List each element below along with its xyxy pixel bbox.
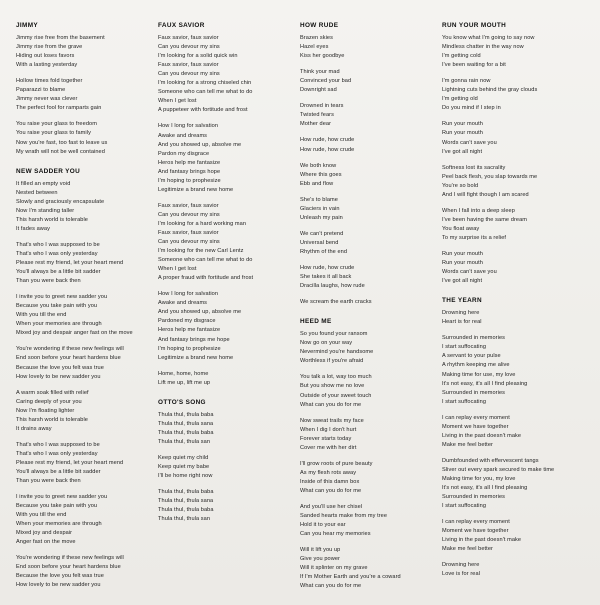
lyric-line: The perfect fool for ramparts gain [16, 105, 102, 112]
song-title: NEW SADDER YOU [16, 167, 81, 175]
lyric-line: Thula thul, thula san [158, 516, 211, 523]
lyric-line: End soon before your heart hardens blue [16, 564, 121, 571]
lyric-line: Lift me up, lift me up [158, 379, 211, 386]
lyric-line: Run your mouth [442, 130, 483, 137]
lyric-line: Glaciers in vain [300, 205, 340, 212]
lyric-line: With you till the end [16, 512, 67, 519]
lyric-line: Faux savior, faux savior [158, 202, 219, 209]
lyric-line: Can you hear my memories [300, 531, 371, 538]
lyric-line: I start suffocating [442, 503, 487, 510]
lyric-line: Faux savior, faux savior [158, 62, 219, 69]
stanza [442, 457, 574, 511]
stanza [300, 136, 432, 154]
lyric-line: It's not easy, it's all I find pleasing [442, 485, 528, 492]
lyric-line: It drains away [16, 425, 52, 432]
lyric-line: When your memories are through [16, 521, 102, 528]
lyric-line: Jimmy rise free from the basement [16, 35, 105, 42]
lyric-line: Love is for real [442, 571, 480, 578]
lyric-line: And you'll use her chisel [300, 503, 363, 510]
lyric-line: Living in the past doesn't make [442, 537, 522, 544]
stanza [158, 411, 290, 447]
lyric-line: What can you do for me [300, 583, 362, 590]
lyric-line: Living in the past doesn't make [442, 432, 522, 439]
stanza [442, 334, 574, 406]
song-run-your-mouth [442, 22, 574, 286]
lyric-line: How lovely to be new sadder you [16, 373, 101, 380]
lyric-line: I've been waiting for a bit [442, 62, 506, 69]
lyric-line: Run your mouth [442, 250, 483, 257]
lyric-line: A proper fraud with fortitude and frost [158, 275, 254, 282]
stanza [16, 389, 148, 434]
stanza [442, 561, 574, 579]
lyric-line: Heros help me fantasize [158, 327, 221, 334]
lyric-line: Legitimize a brand new home [158, 186, 234, 193]
song-title: FAUX SAVIOR [158, 22, 205, 29]
stanza [300, 373, 432, 409]
lyrics-column-1 [16, 22, 158, 595]
lyric-line: Than you were back then [16, 278, 81, 285]
lyric-line: I'm gonna rain now [442, 78, 491, 85]
lyric-line: If I'm Mother Earth and you're a coward [300, 574, 401, 581]
lyric-line: I can replay every moment [442, 414, 510, 421]
lyric-line: How I long for salvation [158, 123, 219, 130]
lyric-line: Sliver out every spark secured to make time [442, 466, 555, 473]
stanza [16, 120, 148, 156]
lyric-line: Rhythm of the end [300, 248, 348, 255]
lyric-line: Now you're fast, too fast to leave us [16, 139, 108, 146]
lyric-line: You float away [442, 225, 480, 232]
lyric-line: Please rest my friend, let your heart mend [16, 459, 124, 466]
lyric-line: Thula thul, thula baba [158, 489, 214, 496]
lyric-line: Drowning here [442, 310, 480, 317]
stanza [16, 493, 148, 547]
lyric-line: I'm hoping to prophesize [158, 177, 221, 184]
lyric-line: You're so bold [442, 182, 479, 189]
lyric-line: This harsh world is tolerable [16, 216, 88, 223]
lyric-line: Awake and dreams [158, 132, 208, 139]
lyric-line: I've been having the same dream [442, 216, 528, 223]
lyric-line: Downright sad [300, 87, 337, 94]
lyric-line: My wrath will not be well contained [16, 148, 105, 155]
lyric-line: Jimmy never was clever [16, 96, 78, 103]
stanza [16, 554, 148, 590]
lyric-line: Hold it to your ear [300, 522, 346, 529]
lyric-line: Because you take pain with you [16, 503, 98, 510]
lyric-line: Thula thul, thula baba [158, 429, 214, 436]
lyric-line: Lightning cuts behind the gray clouds [442, 87, 538, 94]
stanza [300, 264, 432, 291]
lyric-line: Dracilla laughs, how rude [300, 283, 365, 290]
lyric-line: Faux savior, faux savior [158, 35, 219, 42]
lyric-line: Keep quiet my babe [158, 464, 210, 471]
lyric-line: Surrounded in memories [442, 494, 506, 501]
stanza [300, 230, 432, 257]
lyric-line: Will it lift you up [300, 547, 341, 554]
lyric-line: You raise your glass to family [16, 130, 91, 137]
stanza [300, 68, 432, 95]
lyric-line: I start suffocating [442, 344, 487, 351]
lyric-line: A servant to your pulse [442, 353, 501, 360]
lyric-line: You're wondering if these new feelings will [16, 555, 124, 562]
lyric-line: Peel back flesh, you slap towards me [442, 173, 538, 180]
lyric-line: And I will fight though I am scared [442, 191, 529, 198]
lyrics-column-3 [300, 22, 442, 595]
lyric-line: And fantasy brings me hope [158, 336, 230, 343]
song-title: RUN YOUR MOUTH [442, 22, 507, 29]
lyric-line: Will it splinter on my grave [300, 565, 368, 572]
lyric-line: Words can't save you [442, 139, 497, 146]
song-how-rude [300, 22, 432, 307]
lyric-line: Someone who can tell me what to do [158, 257, 253, 264]
lyric-line: Kiss her goodbye [300, 53, 345, 60]
lyric-line: How lovely to be new sadder you [16, 582, 101, 589]
lyric-line: A rhythm keeping me alive [442, 362, 510, 369]
lyric-line: I start suffocating [442, 398, 487, 405]
lyric-line: End soon before your heart hardens blue [16, 355, 121, 362]
lyric-line: And you showed up, absolve me [158, 141, 242, 148]
stanza [442, 77, 574, 113]
lyric-line: That's who I was supposed to be [16, 441, 100, 448]
stanza [300, 102, 432, 129]
lyric-line: I'm looking for a strong chiseled chin [158, 80, 252, 87]
stanza [158, 454, 290, 481]
stanza [16, 345, 148, 381]
lyric-line: Someone who can tell me what to do [158, 89, 253, 96]
stanza [16, 77, 148, 113]
stanza [158, 202, 290, 283]
lyric-line: That's who I was supposed to be [16, 241, 100, 248]
lyric-line: I invite you to greet new sadder you [16, 494, 108, 501]
lyric-line: Making time for you, my love [442, 475, 516, 482]
stanza [300, 196, 432, 223]
stanza [442, 34, 574, 70]
lyric-line: She takes it all back [300, 274, 352, 281]
lyric-line: Keep quiet my child [158, 454, 209, 461]
lyric-line: You talk a lot, way too much [300, 374, 372, 381]
lyric-line: Mixed joy and despair [16, 530, 73, 537]
song-new-sadder-you [16, 168, 148, 591]
lyric-line: Slowly and graciously encapsulate [16, 198, 105, 205]
lyric-line: Please rest my friend, let your heart mend [16, 260, 124, 267]
lyric-line: She's to blame [300, 196, 338, 203]
lyric-line: Thula thul, thula sana [158, 498, 214, 505]
lyric-line: What can you do for me [300, 487, 362, 494]
lyric-line: Make me feel better [442, 546, 493, 553]
stanza [300, 546, 432, 591]
lyric-line: How rude, how crude [300, 137, 355, 144]
lyric-line: I'm getting cold [442, 53, 481, 60]
lyric-line: And fantasy brings hope [158, 168, 221, 175]
lyric-line: Thula thul, thula san [158, 438, 211, 445]
lyric-line: I've got all night [442, 148, 483, 155]
lyric-line: I'm getting old [442, 96, 478, 103]
lyric-line: I'll be home right now [158, 473, 213, 480]
lyric-line: Run your mouth [442, 121, 483, 128]
lyric-line: Mindless chatter in the way now [442, 44, 524, 51]
lyric-line: Where this goes [300, 171, 342, 178]
lyric-line: I invite you to greet new sadder you [16, 294, 108, 301]
lyric-line: Can you devour my sins [158, 239, 220, 246]
stanza [442, 164, 574, 200]
song-heed-me [300, 318, 432, 591]
stanza [158, 34, 290, 115]
lyric-line: I'm looking for a hard working man [158, 220, 247, 227]
lyric-line: Ebb and flow [300, 180, 334, 187]
lyric-line: Sanded hearts make from my tree [300, 513, 388, 520]
lyric-line: Paparazzi to blame [16, 87, 66, 94]
stanza [442, 250, 574, 286]
lyric-line: Convinced your bad [300, 78, 352, 85]
lyric-line: Inside of this damn box [300, 478, 360, 485]
lyric-line: Outside of your sweet touch [300, 392, 372, 399]
lyric-line: When I fall into a deep sleep [442, 207, 515, 214]
lyric-line: Words can't save you [442, 269, 497, 276]
song-title: HEED ME [300, 318, 332, 326]
lyric-line: You're wondering if these new feelings will [16, 346, 124, 353]
lyric-line: Worthless if you're afraid [300, 358, 364, 365]
song-faux-savior [158, 22, 290, 388]
lyric-line: Think your mad [300, 69, 340, 76]
stanza [16, 34, 148, 70]
lyric-line: Moment we have together [442, 423, 509, 430]
lyric-line: Pardon my disgrace [158, 150, 210, 157]
lyric-line: Awake and dreams [158, 300, 208, 307]
lyric-line: We scream the earth cracks [300, 299, 372, 306]
lyric-line: Universal bend [300, 239, 339, 246]
stanza [442, 518, 574, 554]
lyric-line: You raise your glass to freedom [16, 121, 97, 128]
lyric-line: How rude, how crude [300, 146, 355, 153]
lyric-line: Nevermind you're handsome [300, 349, 374, 356]
lyric-line: Mother dear [300, 121, 332, 128]
lyric-line: Drowned in tears [300, 103, 344, 110]
lyric-line: And you showed up, absolve me [158, 309, 242, 316]
lyric-line: Can you devour my sins [158, 44, 220, 51]
lyric-line: When I get lost [158, 98, 197, 105]
lyric-line: Nested between [16, 189, 58, 196]
lyric-line: Can you devour my sins [158, 211, 220, 218]
stanza [16, 180, 148, 234]
lyric-line: Do you mind if I step in [442, 105, 501, 112]
lyric-line: It filled an empty void [16, 180, 71, 187]
lyric-line: I'll grow roots of pure beauty [300, 460, 373, 467]
stanza [158, 122, 290, 194]
lyric-line: Surrounded in memories [442, 335, 506, 342]
stanza [158, 370, 290, 388]
stanza [442, 309, 574, 327]
lyric-line: It's not easy, it's all I find pleasing [442, 380, 528, 387]
song-title: OTTO'S SONG [158, 398, 206, 406]
lyric-line: Than you were back then [16, 478, 81, 485]
lyric-line: Forever starts today [300, 435, 352, 442]
lyric-line: Unleash my pain [300, 214, 343, 221]
lyric-line: Now sweat trails my face [300, 417, 364, 424]
lyric-line: Making time for use, my love [442, 371, 516, 378]
lyric-line: With you till the end [16, 312, 67, 319]
lyric-line: Give you power [300, 556, 340, 563]
stanza [158, 290, 290, 362]
lyric-line: With a lasting yesterday [16, 62, 78, 69]
lyric-line: Brazen skies [300, 35, 333, 42]
lyric-line: When I dig I don't hurt [300, 426, 357, 433]
lyric-line: Caring deeply of your you [16, 398, 82, 405]
lyric-line: To my surprise its a relief [442, 234, 507, 241]
lyric-line: When I get lost [158, 266, 197, 273]
lyric-line: Because you take pain with you [16, 303, 98, 310]
lyric-line: Cover me with her dirt [300, 444, 357, 451]
lyric-line: Drowning here [442, 562, 480, 569]
lyric-line: Run your mouth [442, 260, 483, 267]
lyric-line: I'm hoping to prophesize [158, 345, 221, 352]
lyric-line: I'm looking for the new Carl Lentz [158, 248, 244, 255]
stanza [442, 120, 574, 156]
lyric-line: Now I'm floating lighter [16, 407, 75, 414]
lyric-line: Make me feel better [442, 441, 493, 448]
lyric-line: Legitimize a brand new home [158, 354, 234, 361]
lyrics-columns [16, 22, 584, 595]
lyric-line: You'll always be a little bit sadder [16, 269, 101, 276]
stanza [16, 293, 148, 338]
song-ottos-song [158, 399, 290, 525]
lyric-line: So you found your ransom [300, 331, 368, 338]
lyric-line: Heros help me fantasize [158, 159, 221, 166]
lyric-line: Pardoned my disgrace [158, 318, 216, 325]
lyric-line: Moment we have together [442, 528, 509, 535]
lyric-line: Heart is for real [442, 319, 482, 326]
lyric-line: Jimmy rise from the grave [16, 44, 83, 51]
lyric-line: But you show me no love [300, 383, 365, 390]
stanza [300, 162, 432, 189]
lyric-line: Now go on your way [300, 340, 353, 347]
lyrics-column-4 [442, 22, 584, 595]
lyric-line: You'll always be a little bit sadder [16, 468, 101, 475]
stanza [300, 417, 432, 453]
lyric-line: Hollow times fold together [16, 78, 83, 85]
lyric-line: I'm looking for a solid quick win [158, 53, 238, 60]
lyric-line: Hiding out loses favors [16, 53, 75, 60]
lyric-line: It fades away [16, 225, 50, 232]
lyric-line: That's who I was only yesterday [16, 450, 98, 457]
lyric-line: Thula thul, thula baba [158, 507, 214, 514]
lyric-line: Mixed joy and despair anger fast on the move [16, 330, 133, 337]
lyric-line: Surrounded in memories [442, 389, 506, 396]
stanza [300, 330, 432, 366]
lyric-line: Faux savior, faux savior [158, 229, 219, 236]
song-the-yearn [442, 297, 574, 579]
lyric-line: Anger fast on the move [16, 539, 76, 546]
lyric-line: You know what I'm going to say now [442, 35, 535, 42]
lyric-line: What can you do for me [300, 401, 362, 408]
lyric-line: Dumbfounded with effervescent tangs [442, 457, 539, 464]
lyric-line: A warm soak filled with relief [16, 389, 89, 396]
stanza [300, 298, 432, 307]
song-title: JIMMY [16, 22, 38, 29]
stanza [158, 488, 290, 524]
lyric-line: How I long for salvation [158, 291, 219, 298]
lyric-line: That's who I was only yesterday [16, 250, 98, 257]
lyric-line: We can't pretend [300, 230, 344, 237]
lyric-line: When your memories are through [16, 321, 102, 328]
lyric-line: How rude, how crude [300, 264, 355, 271]
lyric-line: Because the love you felt was true [16, 573, 104, 580]
lyrics-column-2 [158, 22, 300, 595]
lyric-line: This harsh world is tolerable [16, 416, 88, 423]
song-jimmy [16, 22, 148, 157]
stanza [442, 414, 574, 450]
lyric-line: Hazel eyes [300, 44, 329, 51]
lyric-line: Thula thul, thula sana [158, 420, 214, 427]
lyric-line: Now I'm standing taller [16, 207, 75, 214]
lyric-line: Thula thul, thula baba [158, 411, 214, 418]
lyric-line: Twisted fears [300, 112, 334, 119]
stanza [442, 207, 574, 243]
lyric-line: I can replay every moment [442, 519, 510, 526]
song-title: THE YEARN [442, 297, 482, 305]
lyric-line: Home, home, home [158, 370, 209, 377]
lyric-line: I've got all night [442, 278, 483, 285]
lyric-line: A puppeteer with fortitude and frost [158, 107, 248, 114]
song-title: HOW RUDE [300, 22, 339, 29]
lyric-line: Can you devour my sins [158, 71, 220, 78]
lyric-line: As my flesh rots away [300, 469, 357, 476]
lyric-line: We both know [300, 162, 337, 169]
stanza [16, 441, 148, 486]
stanza [300, 34, 432, 61]
lyric-line: Softness lost its sacrality [442, 164, 506, 171]
stanza [16, 241, 148, 286]
lyric-line: Because the love you felt was true [16, 364, 104, 371]
stanza [300, 503, 432, 539]
stanza [300, 460, 432, 496]
